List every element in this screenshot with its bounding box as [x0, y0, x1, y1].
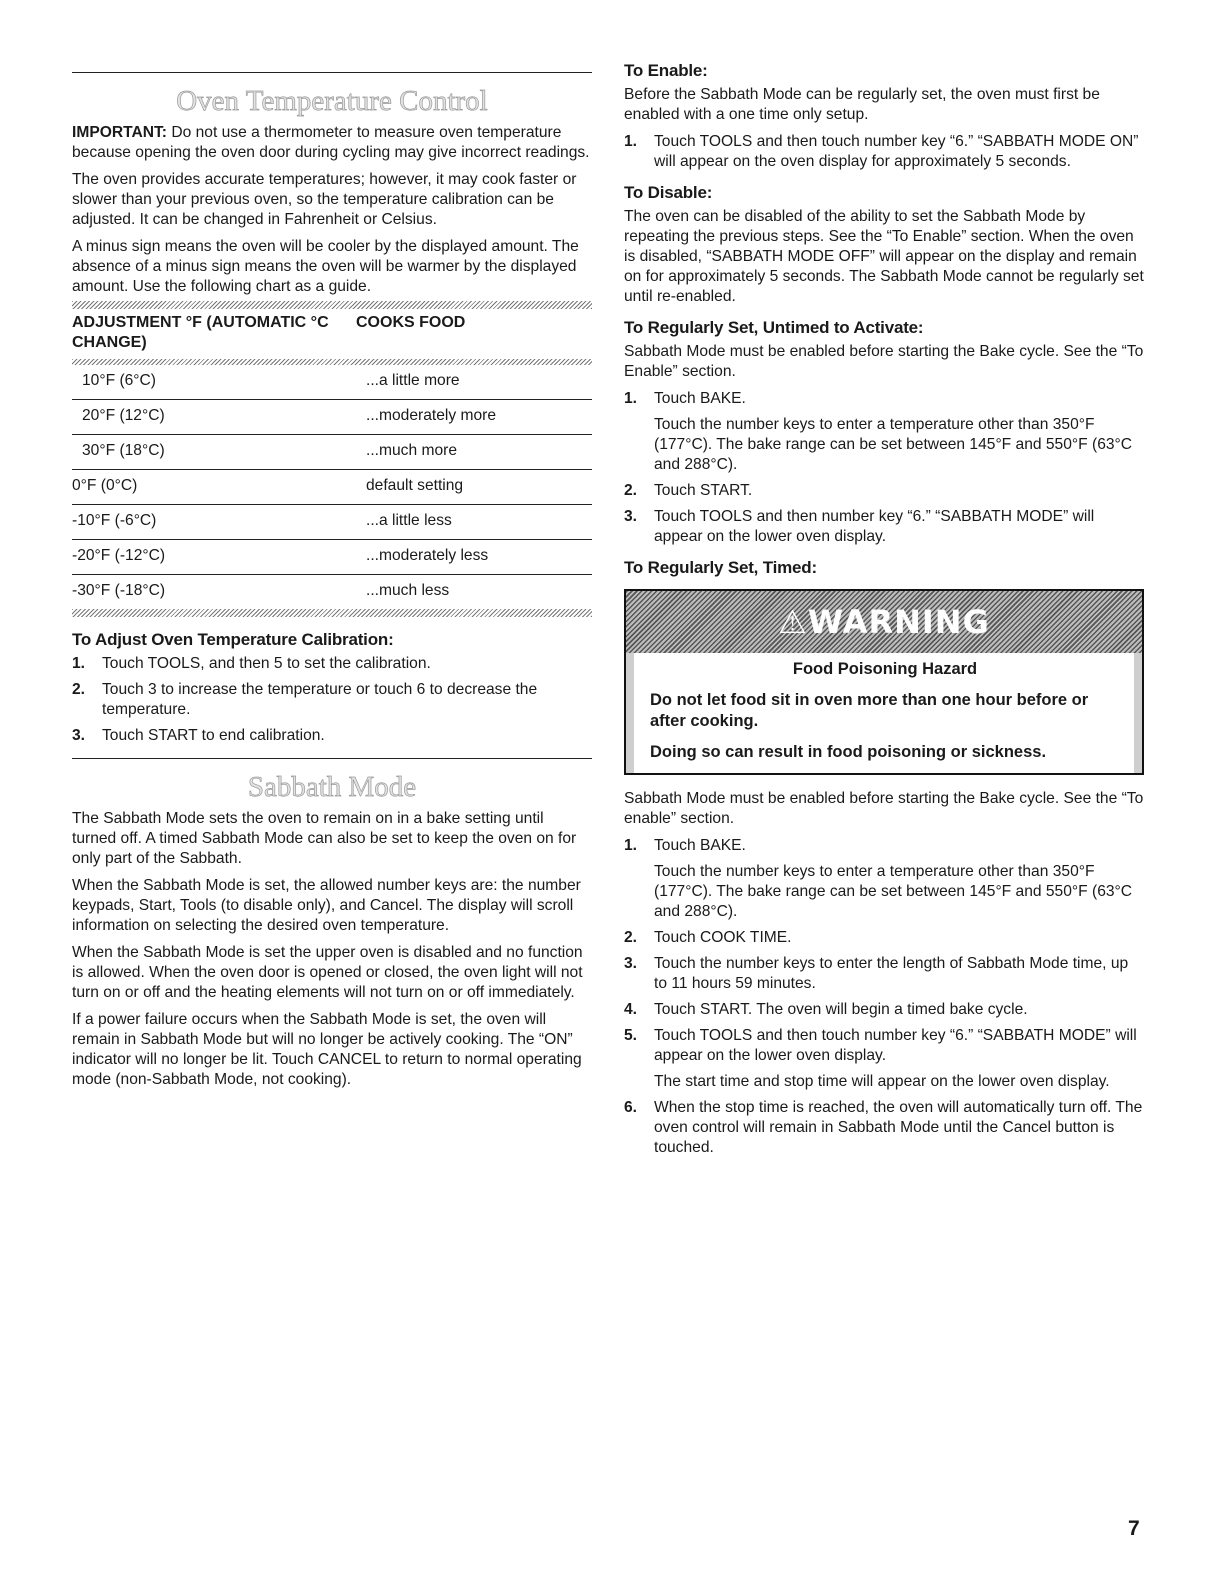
warning-hazard: Food Poisoning Hazard — [792, 660, 978, 678]
untimed-heading: To Regularly Set, Untimed to Activate: — [624, 318, 924, 337]
step-text: Touch TOOLS and then number key “6.” “SABBATH MODE” will appear on the lower oven display. — [654, 508, 1095, 545]
table-header-adjustment: ADJUSTMENT °F (AUTOMATIC °C CHANGE) — [72, 314, 329, 351]
table-row — [72, 540, 592, 575]
to-disable-heading: To Disable: — [624, 183, 713, 202]
untimed-steps-list — [624, 389, 1144, 547]
to-enable-heading: To Enable: — [624, 61, 708, 80]
sabbath-paragraph: If a power failure occurs when the Sabbath Mode is set, the oven will remain in Sabbath Mode but will no longer be actively cooking. The “ON” indicator will no longer be lit. Touch CANCEL to return to normal operating mode (non-Sabbath Mode, not cooking). — [72, 1011, 582, 1088]
step-number: 2. — [72, 681, 86, 698]
step-text: Touch 3 to increase the temperature or touch 6 to decrease the temperature. — [102, 681, 538, 718]
section-rule — [72, 72, 592, 73]
step-number: 3. — [72, 727, 86, 744]
list-item — [624, 1000, 1144, 1020]
warning-body — [626, 653, 1142, 773]
table-top-border — [72, 301, 592, 309]
table-row — [72, 505, 592, 540]
step-number: 5. — [624, 1027, 638, 1044]
calibration-table — [72, 309, 592, 359]
adjust-calibration-heading: To Adjust Oven Temperature Calibration: — [72, 630, 394, 649]
list-item — [72, 654, 592, 674]
table-cell-cooks: ...moderately more — [366, 400, 592, 435]
step-number: 1. — [624, 390, 638, 407]
table-cell-adjustment: -30°F (-18°C) — [72, 582, 166, 599]
list-item — [624, 389, 1144, 409]
table-cell-cooks: ...much more — [366, 435, 592, 470]
sabbath-paragraph: The Sabbath Mode sets the oven to remain on in a bake setting until turned off. A timed Sabbath Mode can also be set to keep the oven on for only part of the Sabbath. — [72, 810, 577, 867]
table-cell-adjustment: 10°F (6°C) — [72, 365, 366, 400]
timed-heading: To Regularly Set, Timed: — [624, 558, 817, 577]
page-number: 7 — [1128, 1517, 1140, 1540]
step-text: Touch BAKE. — [654, 837, 746, 854]
table-row — [72, 575, 592, 610]
step-number: 1. — [72, 655, 86, 672]
table-cell-cooks: ...a little less — [366, 505, 592, 540]
step-number: 3. — [624, 508, 638, 525]
list-item — [624, 836, 1144, 856]
table-row — [72, 400, 592, 435]
step-number: 2. — [624, 482, 638, 499]
list-item — [624, 1026, 1144, 1066]
step-text: Touch the number keys to enter the length of Sabbath Mode time, up to 11 hours 59 minutes. — [654, 955, 1129, 992]
important-text: Do not use a thermometer to measure oven temperature because opening the oven door during cycling may give incorrect readings. — [72, 124, 590, 161]
warning-header — [626, 591, 1142, 653]
oven-temperature-control-title: Oven Temperature Control — [176, 85, 488, 117]
list-item — [624, 507, 1144, 547]
table-header-row — [72, 309, 592, 359]
step-subtext: Touch the number keys to enter a temperature other than 350°F (177°C). The bake range can be set between 145°F and 550°F (63°C and 288°C). — [654, 863, 1133, 920]
table-cell-adjustment: -10°F (-6°C) — [72, 505, 366, 540]
table-cell-cooks: ...a little more — [366, 365, 592, 400]
minus-sign-paragraph: A minus sign means the oven will be cooler by the displayed amount. The absence of a minus sign means the oven will be warmer by the displayed amount. Use the following chart as a guide. — [72, 238, 579, 295]
warning-triangle-icon: ⚠ — [778, 603, 808, 641]
important-label: IMPORTANT: — [72, 124, 167, 141]
list-item — [624, 954, 1144, 994]
step-text: Touch BAKE. — [654, 390, 746, 407]
step-text: Touch COOK TIME. — [654, 929, 792, 946]
table-cell-cooks: ...much less — [366, 582, 450, 599]
left-column — [72, 60, 592, 1097]
step-number: 1. — [624, 837, 638, 854]
step-text: Touch START to end calibration. — [102, 727, 325, 744]
step-text: Touch TOOLS, and then 5 to set the calibration. — [102, 655, 431, 672]
table-cell-cooks: default setting — [366, 470, 592, 505]
sabbath-paragraph: When the Sabbath Mode is set, the allowed number keys are: the number keypads, Start, Tools (to disable only), and Cancel. The display will scroll information on selecting the desired oven temperature. — [72, 877, 581, 934]
step-text: Touch START. — [654, 482, 753, 499]
table-row — [72, 365, 592, 400]
warning-box — [624, 589, 1144, 775]
timed-steps-list — [624, 836, 1144, 1158]
step-number: 4. — [624, 1001, 638, 1018]
list-item — [624, 928, 1144, 948]
table-row — [72, 435, 592, 470]
warning-line: Doing so can result in food poisoning or sickness. — [650, 743, 1047, 761]
table-cell-adjustment: -20°F (-12°C) — [72, 540, 366, 575]
list-item — [624, 481, 1144, 501]
untimed-intro: Sabbath Mode must be enabled before starting the Bake cycle. See the “To Enable” section. — [624, 343, 1144, 380]
section-rule — [72, 758, 592, 759]
table-cell-adjustment: 0°F (0°C) — [72, 470, 366, 505]
to-enable-intro: Before the Sabbath Mode can be regularly set, the oven must first be enabled with a one time only setup. — [624, 86, 1100, 123]
warning-label — [778, 603, 990, 641]
adjust-steps-list — [72, 654, 592, 746]
step-subtext: Touch the number keys to enter a temperature other than 350°F (177°C). The bake range can be set between 145°F and 550°F (63°C and 288°C). — [654, 416, 1133, 473]
list-item — [624, 132, 1144, 172]
table-cell-adjustment: 20°F (12°C) — [72, 400, 366, 435]
table-header-cooks-food: COOKS FOOD — [356, 314, 466, 331]
table-row — [72, 470, 592, 505]
to-disable-text: The oven can be disabled of the ability to set the Sabbath Mode by repeating the previous steps. See the “To Enable” section. When the oven is disabled, “SABBATH MODE OFF” will appear on the display and remain on for approximately 5 seconds. The Sabbath Mode cannot be regularly set until re-enabled. — [624, 208, 1144, 305]
step-number: 2. — [624, 929, 638, 946]
step-text: When the stop time is reached, the oven will automatically turn off. The oven control will remain in Sabbath Mode until the Cancel button is touched. — [654, 1099, 1143, 1156]
right-column — [624, 60, 1144, 1164]
step-text: Touch START. The oven will begin a timed bake cycle. — [654, 1001, 1028, 1018]
enable-steps-list — [624, 132, 1144, 172]
list-item — [72, 726, 592, 746]
step-number: 3. — [624, 955, 638, 972]
step-number: 1. — [624, 133, 638, 150]
sabbath-paragraph: When the Sabbath Mode is set the upper oven is disabled and no function is allowed. When the oven door is opened or closed, the oven light will not turn on or off and the heating elements will not turn on or off immediately. — [72, 944, 583, 1001]
step-text: Touch TOOLS and then touch number key “6.” “SABBATH MODE” will appear on the lower oven display. — [654, 1027, 1137, 1064]
sabbath-mode-title: Sabbath Mode — [247, 771, 417, 803]
step-subtext: The start time and stop time will appear on the lower oven display. — [654, 1073, 1110, 1090]
timed-intro: Sabbath Mode must be enabled before starting the Bake cycle. See the “To enable” section. — [624, 790, 1144, 827]
list-item — [72, 680, 592, 720]
table-cell-cooks: ...moderately less — [366, 540, 592, 575]
warning-text: WARNING — [807, 603, 990, 641]
table-bottom-border — [72, 609, 592, 617]
important-note — [72, 123, 592, 163]
calibration-table-body — [72, 365, 592, 609]
calibration-paragraph: The oven provides accurate temperatures; however, it may cook faster or slower than your previous oven, so the temperature calibration can be adjusted. It can be changed in Fahrenheit or Celsius. — [72, 171, 577, 228]
step-text: Touch TOOLS and then touch number key “6.” “SABBATH MODE ON” will appear on the oven display for approximately 5 seconds. — [654, 133, 1139, 170]
list-item — [624, 1098, 1144, 1158]
table-cell-adjustment: 30°F (18°C) — [72, 435, 366, 470]
step-number: 6. — [624, 1099, 638, 1116]
warning-line: Do not let food sit in oven more than one hour before or after cooking. — [650, 691, 1089, 730]
